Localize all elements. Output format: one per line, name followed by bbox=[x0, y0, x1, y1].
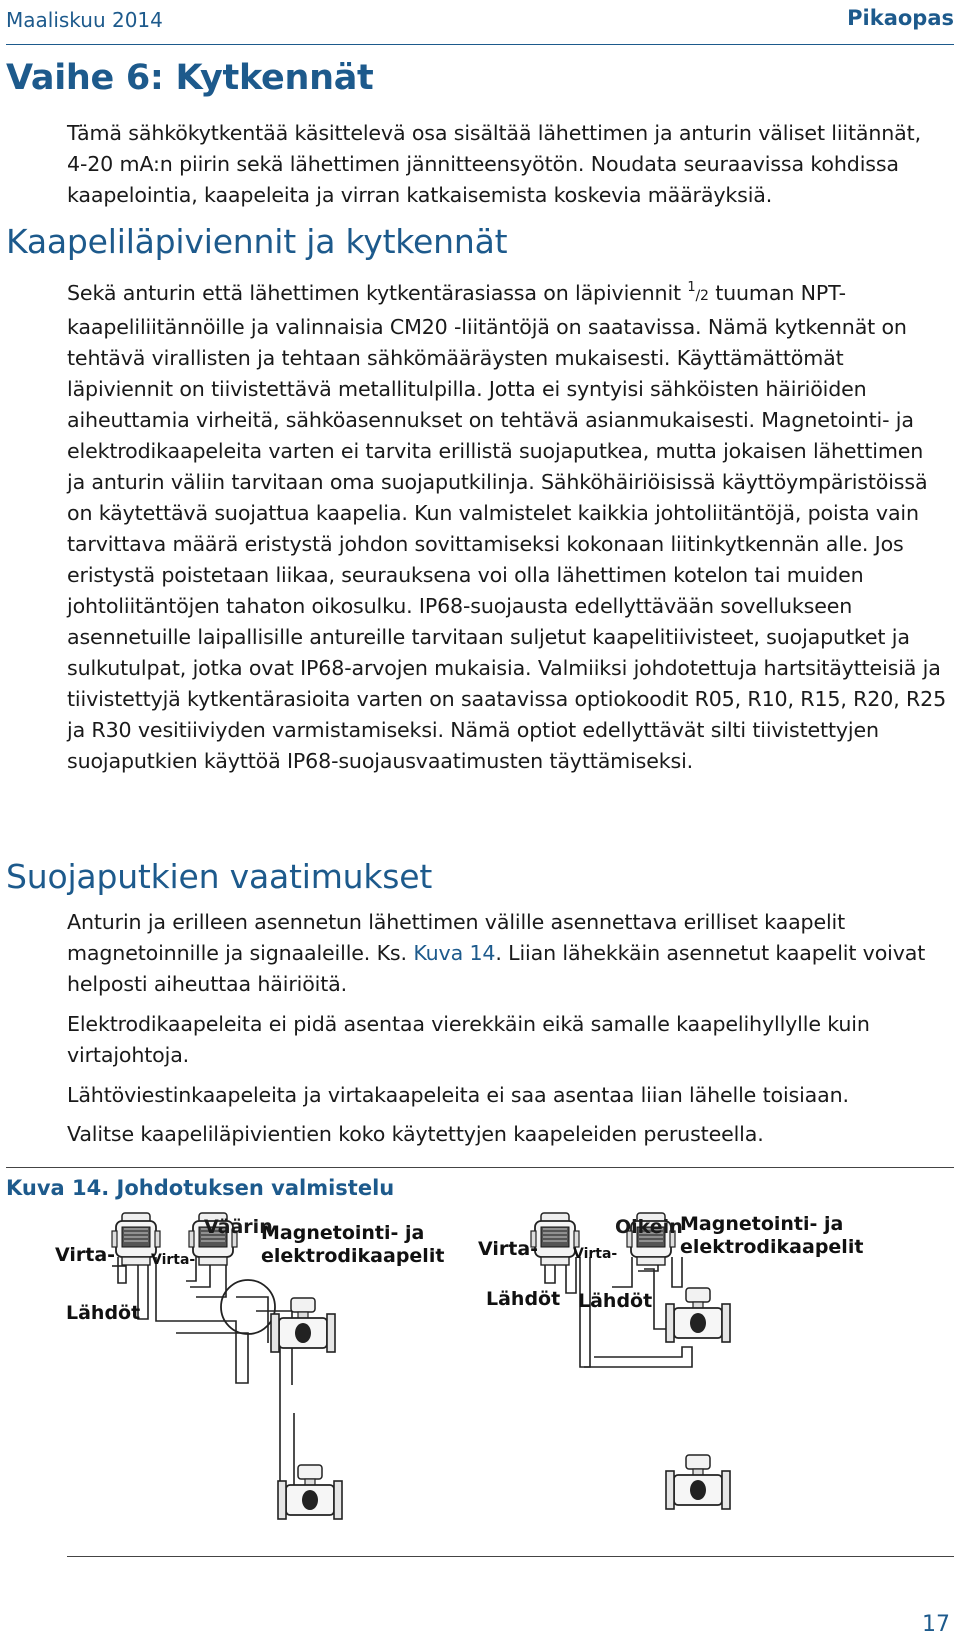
right-sensor-1 bbox=[666, 1288, 730, 1342]
figure-14-link[interactable]: Kuva 14 bbox=[413, 941, 496, 965]
page-title: Vaihe 6: Kytkennät bbox=[6, 58, 374, 98]
conduit-paragraph-1 bbox=[67, 907, 947, 1000]
right-virta-large: Virta- bbox=[478, 1238, 539, 1260]
wrong-heading: Väärin bbox=[204, 1216, 273, 1238]
conduit-p1-start: Anturin ja erilleen asennetun lähettimen välille asennettava erilliset kaapelit magnetoinnille ja signaaleille. Ks. bbox=[67, 910, 846, 965]
wrong-sensor-2 bbox=[278, 1465, 342, 1519]
right-lahdot-2: Lähdöt bbox=[578, 1290, 653, 1312]
interference-circle bbox=[221, 1280, 275, 1334]
wrong-mag-line1: Magnetointi- ja bbox=[261, 1222, 425, 1244]
figure-bottom-divider bbox=[67, 1556, 954, 1557]
section-heading-cable-entries: Kaapeliläpiviennit ja kytkennät bbox=[6, 222, 508, 261]
wrong-virta-small: Virta- bbox=[151, 1252, 196, 1268]
wrong-mag-line2: elektrodikaapelit bbox=[261, 1245, 445, 1267]
cable-entries-text-start: Sekä anturin että lähettimen kytkentärasiassa on läpiviennit bbox=[67, 281, 688, 305]
right-diagram bbox=[478, 1213, 863, 1509]
conduit-paragraph-2: Elektrodikaapeleita ei pidä asentaa vierekkäin eikä samalle kaapelihyllylle kuin virtajohtoja. bbox=[67, 1012, 870, 1067]
page-number: 17 bbox=[922, 1612, 950, 1637]
right-virta-small: Virta- bbox=[573, 1246, 618, 1262]
conduit-paragraph-4: Valitse kaapeliläpivientien koko käytettyjen kaapeleiden perusteella. bbox=[67, 1122, 764, 1146]
header-doc-title: Pikaopas bbox=[847, 6, 954, 30]
section-heading-conduit-requirements: Suojaputkien vaatimukset bbox=[6, 857, 433, 896]
intro-paragraph: Tämä sähkökytkentää käsittelevä osa sisältää lähettimen ja anturin väliset liitännät, 4-20 mA:n piirin sekä lähettimen jännitteensyötön. Noudata seuraavissa kohdissa kaapelointia, kaapeleita ja virran katkaisemista koskevia määräyksiä. bbox=[67, 121, 921, 207]
right-transmitter-1 bbox=[531, 1213, 579, 1265]
fraction-denominator: /2 bbox=[695, 288, 709, 304]
header-date: Maaliskuu 2014 bbox=[6, 8, 163, 32]
wrong-lahdot: Lähdöt bbox=[66, 1302, 141, 1324]
figure-top-divider bbox=[6, 1167, 954, 1168]
header-divider bbox=[6, 44, 954, 45]
cable-entries-text-end: tuuman NPT-kaapeliliitännöille ja valinnaisia CM20 -liitäntöjä on saatavissa. Nämä kytkennät on tehtävä virallisten ja tehtaan sähkömääräysten mukaisesti. Käyttämättömät läpiviennit on tiivistettävä metallitulpilla. Jotta ei syntyisi sähköisten häiriöiden aiheuttamia virheitä, sähköasennukset on tehtävä asianmukaisesti. Magnetointi- ja elektrodikaapeleita varten ei tarvita erillistä suojaputkea, mutta jokaisen lähettimen ja anturin väliin tarvitaan oma suojaputkilinja. Sähköhäiriöisissä käyttöympäristöissä on käytettävä suojattua kaapelia. Kun valmistelet kaikkia johtoliitäntöjä, poista vain tarvittava määrä eristystä johdon sovittamiseksi kokonaan liitinkytkennän alle. Jos eristystä poistetaan liikaa, seurauksena voi olla lähettimen kotelon tai muiden johtoliitäntöjen tahaton oikosulku. IP68-suojausta edellyttävään sovellukseen asennetuille laipallisille antureille tarvitaan suljetut kaapelitiivisteet, suojaputket ja sulkutulpat, jotka ovat IP68-arvojen mukaisia. Valmiiksi johdotettuja hartsitäytteisiä ja tiivistettyjä kytkentärasioita varten on saatavissa optiokoodit R05, R10, R15, R20, R25 ja R30 vesitiiviyden varmistamiseksi. Nämä optiot edellyttävät silti tiivistettyjen suojaputkien käyttöä IP68-suojausvaatimusten täyttämiseksi. bbox=[67, 281, 947, 773]
right-mag-line1: Magnetointi- ja bbox=[680, 1213, 844, 1235]
wrong-sensor-1 bbox=[271, 1298, 335, 1352]
right-heading: Oikein bbox=[615, 1216, 683, 1238]
right-mag-line2: elektrodikaapelit bbox=[680, 1236, 864, 1258]
conduit-p1-end: . Liian lähekkäin asennetut kaapelit voivat helposti aiheuttaa häiriöitä. bbox=[67, 941, 926, 996]
conduit-paragraph-3: Lähtöviestinkaapeleita ja virtakaapeleita ei saa asentaa liian lähelle toisiaan. bbox=[67, 1083, 849, 1107]
wrong-diagram bbox=[55, 1213, 444, 1519]
wrong-virta-large: Virta- bbox=[55, 1244, 116, 1266]
right-lahdot-1: Lähdöt bbox=[486, 1288, 561, 1310]
fraction-numerator: 1 bbox=[687, 280, 696, 295]
right-sensor-2 bbox=[666, 1455, 730, 1509]
wiring-figure bbox=[0, 1200, 960, 1555]
cable-entries-paragraph bbox=[67, 272, 947, 777]
figure-caption: Kuva 14. Johdotuksen valmistelu bbox=[6, 1176, 395, 1200]
